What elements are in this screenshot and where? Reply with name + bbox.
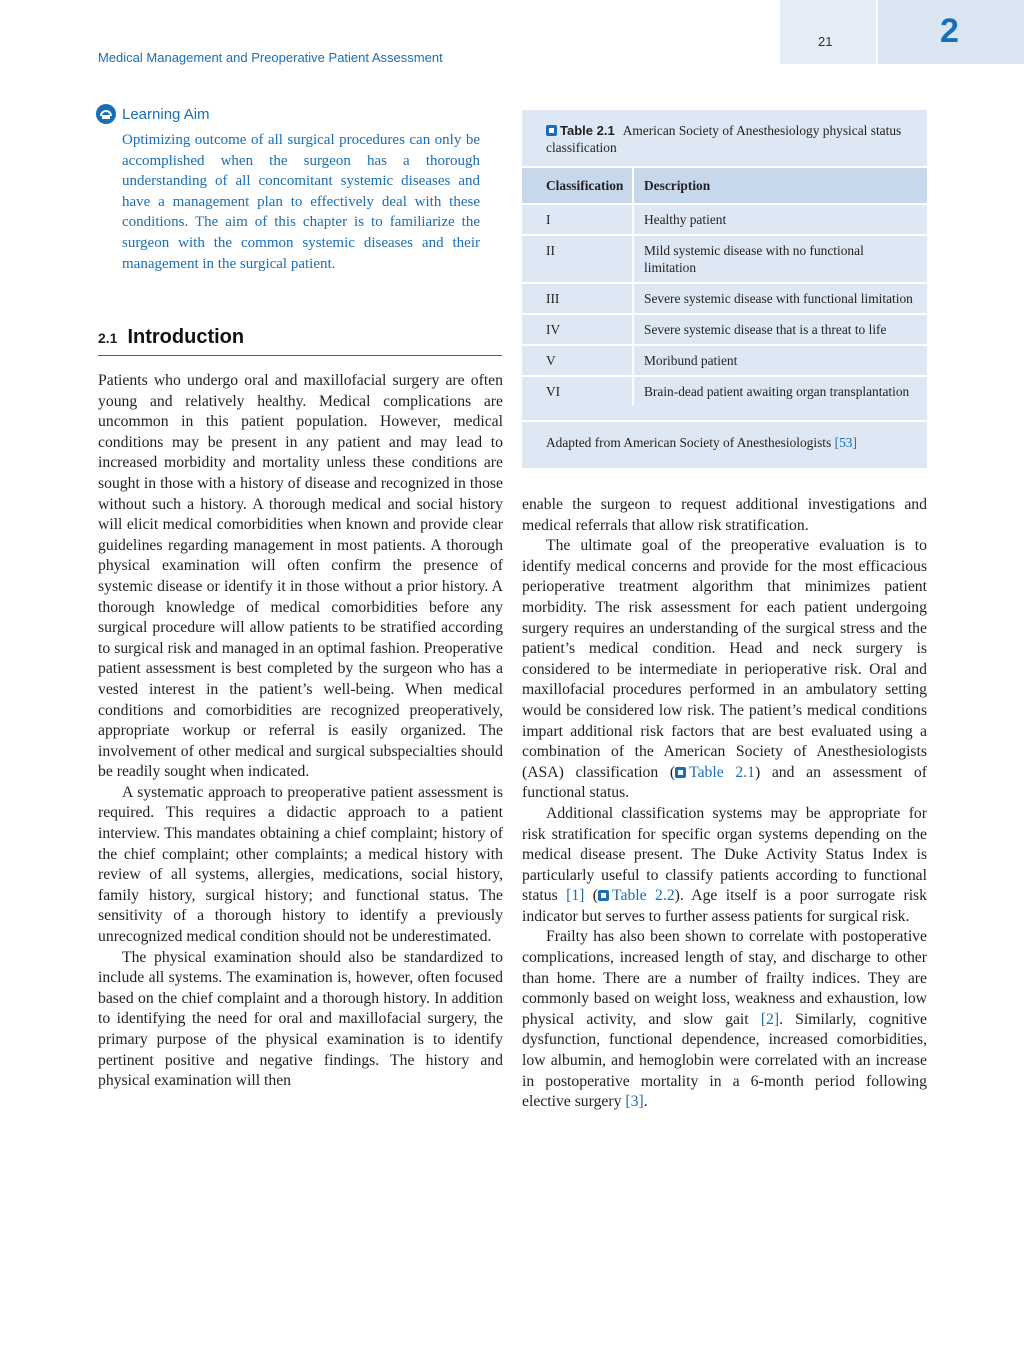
table-footer-divider [522,420,927,422]
table-row [522,344,927,375]
paragraph-text: ) and an assessment of functional status. [522,763,927,802]
table-footnote [546,435,857,451]
paragraph-text: The ultimate goal of the preoperative evaluation is to identify medical concerns and provide for the most efficacious perioperative treatment algorithm that minimizes patient morbidity. The risk assessment for each patient undergoing surgery requires an understanding of the surgical stress and the patient’s medical condition. Head and neck surgery is considered to be intermediate in perioperative risk. Oral and maxillofacial procedures performed in an ambulatory setting would be considered low risk. The patient’s medical conditions impart additional risk factors that are best evaluated using a combination of the American Society of Anesthesiologists (ASA) classification ( [522,537,927,781]
table-footnote-text: Adapted from American Society of Anesthesiologists [546,435,832,450]
table-header-classification: Classification [522,168,634,203]
table-cell-desc: Mild systemic disease with no functional limitation [644,243,864,275]
paragraph: enable the surgeon to request additional investigations and medical referrals that allow risk stratification. [522,496,927,534]
paragraph [522,927,927,1112]
table-grid [522,166,927,406]
section-heading [98,326,502,356]
table-marker-icon [546,125,557,136]
paragraph-text: Additional classification systems may be appropriate for risk stratification for specific organ systems depending on the medical disease present. The Duke Activity Status Index is particularly useful to classify patients according to functional status [522,804,927,905]
learning-aim-text: Optimizing outcome of all surgical procedures can only be accomplished when the surgeon has a thorough understanding of all concomitant systemic diseases and have a management plan to effectively deal with these conditions. The aim of this chapter is to familiarize the surgeon with the common systemic diseases and their management in the surgical patient. [122,132,480,272]
running-title: Medical Management and Preoperative Patient Assessment [98,50,443,65]
table-reference-link[interactable]: Table 2.1 [689,763,755,781]
section-title: Introduction [127,326,245,348]
paragraph-text: . [643,1093,648,1111]
citation-link[interactable]: [53] [834,435,857,450]
page-number-box [780,0,876,64]
table-cell-desc: Moribund patient [644,353,738,368]
page-number: 21 [818,34,833,49]
table-label: Table 2.1 [560,123,615,138]
paragraph-text: . Similarly, cognitive dysfunction, functional dependence, increased comorbidities, low albumin, and hemoglobin were correlated with an increase in postoperative mortality in a 6-month period following elective surgery [522,1010,928,1111]
table-cell-class: IV [522,315,634,344]
chapter-number: 2 [940,12,959,50]
table-cell-class: III [522,284,634,313]
paragraph: The physical examination should also be standardized to include all systems. The examination is, however, often focused based on the chief complaint and a thorough history. In addition to identifying the need for oral and maxillofacial surgery, the primary purpose of the physical examination is to identify pertinent positive and negative findings. The history and physical examination will then [98,948,503,1090]
table-cell-class: VI [522,377,634,406]
table-cell-desc: Brain-dead patient awaiting organ transplantation [644,384,910,399]
table-cell-desc: Healthy patient [644,212,727,227]
paragraph [522,804,927,928]
left-column [98,371,503,1092]
learning-aim-heading [96,104,480,124]
citation-link[interactable]: [1] [566,887,585,905]
table-caption [546,122,916,156]
paragraph-text: ( [584,887,598,905]
paragraph-text: Frailty has also been shown to correlate with postoperative complications, increased length of stay, and discharge to other than home. There are a number of frailty indices. They are commonly based on weight loss, weakness and exhaustion, low physical activity, and slow gait [522,928,927,1028]
paragraph-text: ). Age itself is a poor surrogate risk indicator but serves to further assess patients for surgical risk. [522,887,927,925]
table-row [522,313,927,344]
table-header-row [522,166,927,203]
table-cell-class: V [522,346,634,375]
table-row [522,282,927,313]
table-header-description: Description [644,178,711,193]
table-row [522,203,927,234]
table-row [522,234,927,282]
paragraph: A systematic approach to preoperative patient assessment is required. This requires a didactic approach to a patient interview. This mandates obtaining a chief complaint; history of the chief complaint; other complaints; a medical history with review of all systems, allergies, medications, social history, family history, surgical history; and functional status. The sensitivity of a thorough history to identify a previously unrecognized medical condition should not be underestimated. [98,783,503,946]
citation-link[interactable]: [3] [625,1093,644,1111]
table-cell-class: I [522,205,634,234]
table-marker-icon [598,890,609,901]
table-cell-desc: Severe systemic disease that is a threat to life [644,322,887,337]
citation-link[interactable]: [2] [760,1010,780,1028]
section-number: 2.1 [98,330,118,346]
graduation-cap-icon [96,104,116,124]
paragraph [522,536,927,804]
table-row [522,375,927,406]
table-cell-desc: Severe systemic disease with functional limitation [644,291,913,306]
table-caption-text: American Society of Anesthesiology physical status classification [546,123,902,155]
learning-aim-title: Learning Aim [122,105,210,123]
learning-aim-box [96,104,480,274]
table-reference-link[interactable]: Table 2.2 [612,887,675,905]
table-2-1 [522,110,927,468]
paragraph: Patients who undergo oral and maxillofacial surgery are often young and relatively healthy. Medical complications are uncommon in this patient population. However, medical conditions may be present in any patient and may lead to increased morbidity and mortality unless these conditions are sought in those with a history of disease and recognized in those without such a history. A thorough medical and social history will elicit medical comorbidities when known and provide clear guidelines regarding management in most patients. A thorough physical examination will often confirm the presence of systemic disease or identify it in those without a prior history. A thorough knowledge of medical comorbidities before any surgical procedure will allow patients to be stratified according to surgical risk and managed in an optimal fashion. Preoperative patient assessment is best completed by the surgeon who has a vested interest in the patient’s well-being. When medical conditions and comorbidities are recognized preoperatively, appropriate workup or referral is easily organized. The involvement of other medical and surgical subspecialties should be readily sought when indicated. [98,372,503,781]
table-cell-class: II [522,236,634,282]
table-marker-icon [675,767,686,778]
right-column [522,495,927,1113]
